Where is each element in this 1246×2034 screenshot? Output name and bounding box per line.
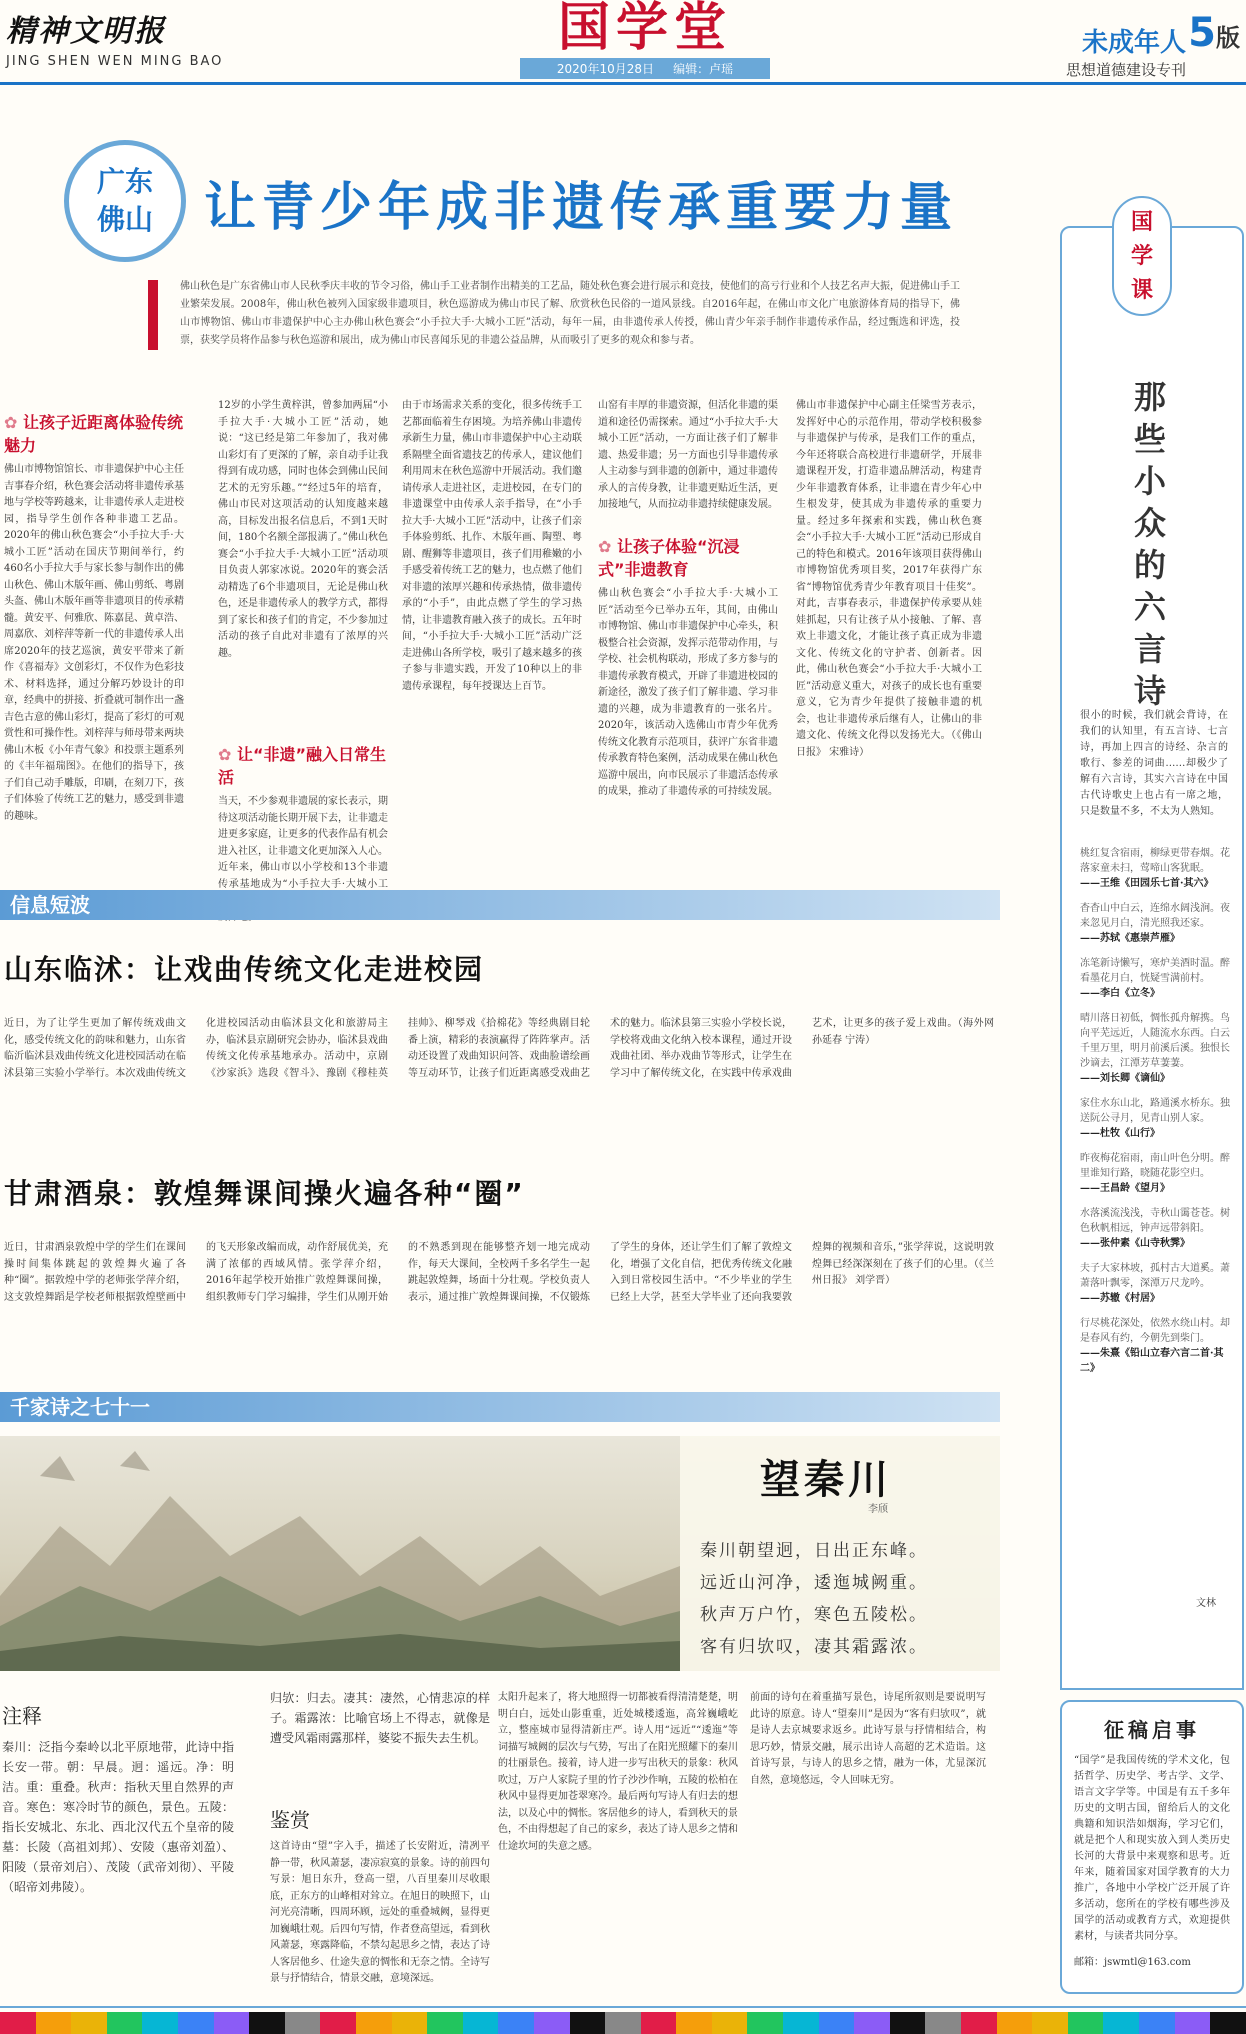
print-color-swatch <box>249 2012 285 2034</box>
issue-date: 2020年10月28日 <box>556 62 654 76</box>
sidebar-poem-list <box>1080 846 1230 1386</box>
feature-column-5 <box>796 398 982 858</box>
appreciation-text-3: 前面的诗句在着重描写景色，诗尾所叙则是要说明写此诗的原意。诗人“望秦川”是因为“客有归欤叹”，就是诗人去京城要求返乡。此诗写景与抒情相结合，构思巧妙，情景交融，展示出诗人高超的艺术造诣。这首诗写景，与诗人的思乡之情，融为一体，尤显深沉自然，意境悠远，令人回味无穷。 <box>750 1692 986 1786</box>
print-color-swatch <box>498 2012 534 2034</box>
news1-body: 近日，为了让学生更加了解传统戏曲文化，感受传统文化的韵味和魅力，山东省临沂临沭县戏曲传统文化进校园活动在临沭县第三实验小学举行。本次戏曲传统文化进校园活动由临沭县文化和旅游局主办，临沭县京剧研究会协办，临沭县戏曲传统文化传承基地承办。活动中，京剧《沙家浜》选段《智斗》、豫剧《穆桂英挂帅》、柳琴戏《拾棉花》等经典剧目轮番上演，精彩的表演赢得了阵阵掌声。活动还设置了戏曲知识问答、戏曲脸谱绘画等互动环节，让孩子们近距离感受戏曲艺术的魅力。临沭县第三实验小学校长说，学校将戏曲文化纳入校本课程，通过开设戏曲社团、举办戏曲节等形式，让学生在学习中了解传统文化，在实践中传承戏曲艺术，让更多的孩子爱上戏曲。（海外网 孙延春 宁涛） <box>4 1018 994 1079</box>
page-number: 5版 <box>1188 10 1240 56</box>
print-color-swatch <box>320 2012 356 2034</box>
print-color-swatch <box>783 2012 819 2034</box>
print-color-swatch <box>36 2012 72 2034</box>
call-for-submissions <box>1060 1700 1244 1994</box>
special-subtitle: 思想道德建设专刊 <box>1065 61 1186 79</box>
print-color-swatch <box>142 2012 178 2034</box>
paper-title: 精神文明报 <box>6 14 166 49</box>
print-color-swatch <box>356 2012 392 2034</box>
sidebar-poem: 行尽桃花深处，依然水绕山村。却是春风有约，今朝先到柴门。 ——朱熹《铅山立春六言二首·其二》 <box>1080 1318 1230 1374</box>
print-color-swatch <box>819 2012 855 2034</box>
poem-author: 李颀 <box>868 1504 888 1515</box>
sidebar-poem: 冻笔新诗懒写，寒炉美酒时温。醉看墨花月白，恍疑雪满前村。 ——李白《立冬》 <box>1080 958 1230 999</box>
column-text: 12岁的小学生黄梓淇，曾参加两届“小手拉大手·大城小工匠”活动，她说：“这已经是第二年参加了，我对佛山彩灯有了更深的了解，亲自动手让我得到有成功感，同时也体会到佛山民间艺术的无穷乐趣。”“经过5年的培育，佛山市民对这项活动的认知度越来越高，目标发出报名信息后，不到1天时间，180个名额全部报满了。”佛山秋色赛会“小手拉大手·大城小工匠”活动项目负责人郭家冰说。2020年的赛会活动精选了6个非遗项目，无论是佛山秋色，还是非遗传承人的教学方式，都得到了家长和孩子们的肯定，不少参加过活动的孩子自此对非遗有了浓厚的兴趣。 <box>218 400 388 659</box>
location-badge: 广东 佛山 <box>64 140 186 262</box>
print-color-swatch <box>463 2012 499 2034</box>
sidebar-credit: 文林 <box>1196 1598 1216 1609</box>
print-color-swatch <box>712 2012 748 2034</box>
callbox-body: “国学”是我国传统的学术文化，包括哲学、历史学、考古学、文学、语言文字学等。中国是有五千多年历史的文明古国，留给后人的文化典籍和知识浩如烟海，学习它们，就是把个人和现实放入到人类历史长河的大背景中来观察和思考。近年来，随着国家对国学教育的大力推广，各地中小学校广泛开展了许多活动，您所在的学校有哪些涉及国学的活动或教育方式，欢迎提供素材，与读者共同分享。 <box>1074 1755 1230 1942</box>
feature-headline: 让青少年成非遗传承重要力量 <box>204 178 959 238</box>
print-color-swatch <box>392 2012 428 2034</box>
poem-line: 远近山河净，逶迤城阙重。 <box>700 1573 928 1593</box>
appreciation-text: 这首诗由“望”字入手，描述了长安附近，清冽平静一带，秋风萧瑟，凄凉寂寞的景象。诗的前四句写景：旭日东升，登高一望，八百里秦川尽收眼底，正东方的山峰相对耸立。在旭日的映照下，山河光亮清晰，四周环顾，远处的重叠城阙，显得更加巍峨壮观。后四句写情，作者登高望远，看到秋风萧瑟，寒露降临，不禁勾起思乡之情，表达了诗人客居他乡、仕途失意的惆怅和无奈之情。全诗写景与抒情结合，情景交融，意境深远。 <box>270 1841 490 1984</box>
appreciation-text-2: 太阳升起来了，将大地照得一切都被看得清清楚楚，明明白白，远处山影重重，近处城楼逶迤，高耸巍峨屹立，整座城市显得清新庄严。诗人用“远近”“逶迤”等词描写城阙的层次与气势，写出了在阳光照耀下的秦川的壮丽景色。接着，诗人进一步写出秋天的景象：秋风吹过，万户人家院子里的竹子沙沙作响，五陵的松柏在秋风中显得更加苍翠寒冷。最后两句写诗人有归去的想法，以及心中的惆怅。客居他乡的诗人，看到秋天的景色，不由得想起了自己的家乡，表达了诗人思乡之情和仕途坎坷的失意之感。 <box>498 1692 738 1852</box>
masthead-right <box>1020 10 1240 82</box>
print-color-swatch <box>676 2012 712 2034</box>
notes-column <box>2 1700 234 2017</box>
sidebar-poem: 杳杳山中白云，连绵水阔浅涧。夜来忽见月白，清光照我还家。 ——苏轼《惠崇芦雁》 <box>1080 903 1230 944</box>
poem-title: 望秦川 <box>760 1456 892 1503</box>
print-color-swatch <box>961 2012 997 2034</box>
print-color-bar <box>0 2012 1246 2034</box>
sidebar-poem: 晴川落日初低，惆怅孤舟解携。鸟向平芜远近，人随流水东西。白云千里万里，明月前溪后溪。独恨长沙谪去，江潭芳草萋萋。 ——刘长卿《谪仙》 <box>1080 1013 1230 1084</box>
print-color-swatch <box>1103 2012 1139 2034</box>
print-color-swatch <box>925 2012 961 2034</box>
print-color-swatch <box>534 2012 570 2034</box>
notes-text: 秦川：泛指今秦岭以北平原地带，此诗中指长安一带。朝：早晨。迥：遥远。净：明洁。重：重叠。秋声：指秋天里自然界的声音。寒色：寒冷时节的颜色，景色。五陵：指长安城北、东北、西北汉代五个皇帝的陵墓：长陵（高祖刘邦）、安陵（惠帝刘盈）、阳陵（景帝刘启）、茂陵（武帝刘彻）、平陵（昭帝刘弗陵）。 <box>2 1740 234 1894</box>
subhead-2: ✿ 让“非遗”融入日常生活 <box>218 745 387 787</box>
feature-column-4 <box>598 398 778 866</box>
notes-column-2 <box>270 1688 490 2029</box>
sidebar-intro: 很小的时候，我们就会背诗，在我们的认知里，有五言诗、七言诗，再加上四言的诗经、杂言的歌行、参差的词曲……却极少了解有六言诗，其实六言诗在中国古代诗歌史上也占有一席之地，只是数量不多，不太为人熟知。 <box>1080 710 1228 817</box>
news2-headline: 甘肃酒泉：敦煌舞课间操火遍各种“圈” <box>4 1177 525 1210</box>
subhead-3: ✿ 让孩子体验“沉浸式”非遗教育 <box>598 537 740 579</box>
print-color-swatch <box>854 2012 890 2034</box>
lead-accent-bar <box>148 280 158 350</box>
editor: 编辑：卢瑶 <box>673 62 734 76</box>
print-color-swatch <box>1139 2012 1175 2034</box>
sidebar-poem: 桃红复含宿雨，柳绿更带春烟。花落家童未扫，莺啼山客犹眠。 ——王维《田园乐七首·其六》 <box>1080 848 1230 889</box>
sidebar-poem: 家住水东山北，路通溪水桥东。独送阮公寻月，见青山别人家。 ——杜牧《山行》 <box>1080 1098 1230 1139</box>
appreciation-heading: 鉴赏 <box>270 1808 310 1832</box>
feature-column-1 <box>4 410 184 882</box>
special-title: 未成年人 <box>1081 28 1186 58</box>
dateline <box>520 58 770 79</box>
print-color-swatch <box>1068 2012 1104 2034</box>
print-color-swatch <box>214 2012 250 2034</box>
print-color-swatch <box>178 2012 214 2034</box>
print-color-swatch <box>997 2012 1033 2034</box>
column-text: 当天，不少参观非遗展的家长表示，期待这项活动能长期开展下去，让非遗走进更多家庭，让更多的代表作品有机会进入社区，让非遗文化更加深入人心。近年来，佛山市以小学校和13个非遗传承基地成为“小手拉大手·大城小工 <box>218 796 388 890</box>
print-color-swatch <box>71 2012 107 2034</box>
print-color-swatch <box>0 2012 36 2034</box>
poem-line: 秋声万户竹，寒色五陵松。 <box>700 1605 928 1625</box>
column-text: 由于市场需求关系的变化，很多传统手工艺都面临着生存困境。为培养佛山非遗传承新生力量，佛山市非遗保护中心主动联系隔壁全面省遗技艺的传承人，建议他们利用周末在秋色巡游中开展活动。我们邀请传承人走进社区，走进校园，在专门的非遗课堂中由传承人亲手指导，在“小手拉大手·大城小工匠”活动中，让孩子们亲手体验剪纸、扎作、木版年画、陶塑、粤剧、醒狮等非遗项目，孩子们用稚嫩的小手感受着传统工艺的魅力，也点燃了他们对非遗的浓厚兴趣和传承热情，做非遗传承的“小手”，由此点燃了学生的学习热情，让非遗教育融入孩子的成长。五年时间，“小手拉大手·大城小工匠”活动广泛走进佛山各所学校，吸引了越来越多的孩子参与非遗实践，开发了10种以上的非遗传承课程，每年授课达上百节。 <box>402 400 582 692</box>
print-color-swatch <box>427 2012 463 2034</box>
subhead-1: ✿ 让孩子近距离体验传统魅力 <box>4 413 183 455</box>
masthead-center <box>520 0 770 80</box>
paper-pinyin: JING SHEN WEN MING BAO <box>6 54 224 69</box>
print-color-swatch <box>1032 2012 1068 2034</box>
notes-heading: 注释 <box>2 1704 42 1728</box>
column-text: 佛山市非遗保护中心副主任梁雪芳表示，发挥好中心的示范作用，带动学校积极参与非遗保护与传承，是我们工作的重点，今年还将联合高校进行非遗研学，开展非遗课程开发，打造非遗品牌活动，构建青少年非遗教育体系，让非遗在青少年心中生根发芽，使其成为非遗传承的重要力量。经过多年探索和实践，佛山秋色赛会“小手拉大手·大城小工匠”活动已形成自己的特色和模式。2016年该项目获得佛山市博物馆优秀项目奖，2017年获得广东省“博物馆优秀青少年教育项目十佳奖”。对此，吉事春表示，非遗保护传承要从娃娃抓起，只有让孩子从小接触、了解、喜欢上非遗文化，才能让孩子真正成为非遗文化、传统文化的守护者、创新者。因此，佛山秋色赛会“小手拉大手·大城小工匠”活动意义重大，对孩子的成长也有重要意义，它为青少年提供了接触非遗的机会，也让非遗传承后继有人，让佛山的非遗文化、传统文化得以发扬光大。（《佛山日报》 宋雅诗） <box>796 400 982 758</box>
column-text: 山窑有丰厚的非遗资源，但活化非遗的渠道和途径仍需探索。通过“小手拉大手·大城小工匠”活动，一方面让孩子们了解非遗、热爱非遗；另一方面也引导非遗传承人主动参与到非遗的创新中，通过非遗传承人的言传身教，让非遗更贴近生活，更加接地气，从而拉动非遗持续健康发展。 <box>598 400 778 510</box>
feature-lead: 佛山秋色是广东省佛山市人民秋季庆丰收的节令习俗，佛山手工业者制作出精美的工艺品，随处秋色赛会进行展示和竞技，使他们的高亏行业和个人技艺名声大振，促进佛山手工业繁荣发展。2008年，佛山秋色被列入国家级非遗项目，秋色巡游成为佛山市民了解、欣赏秋色民俗的一道风景线。自2016年起，在佛山市文化广电旅游体育局的指导下，佛山市博物馆、佛山市非遗保护中心主办佛山秋色赛会“小手拉大手·大城小工匠”活动，每年一届，由非遗传承人传授，佛山青少年亲手制作非遗传承作品，经过甄选和评选，投票，获奖学员将作品参与秋色巡游和展出，成为佛山市民喜闻乐见的非遗公益品牌，从而吸引了更多的观众和参与者。 <box>180 281 960 346</box>
sidebar-poem: 昨夜梅花宿雨，南山叶色分明。醉里谁知行路，晓随花影空归。 ——王昌龄《望月》 <box>1080 1153 1230 1194</box>
print-color-swatch <box>747 2012 783 2034</box>
bottom-rule <box>0 2006 1246 2008</box>
print-color-swatch <box>285 2012 321 2034</box>
news1-headline: 山东临沭：让戏曲传统文化走进校园 <box>4 953 485 986</box>
column-text: 佛山市博物馆馆长、市非遗保护中心主任吉事春介绍，秋色赛会活动将非遗传承基地与学校等跨越来，让非遗传承人走进校园，指导学生创作各种非遗工艺品。2020年的佛山秋色赛会“小手拉大手·大城小工匠”活动在国庆节期间举行，约460名小手拉大手与家长参与制作出的佛山秋色、佛山木版年画、佛山剪纸、粤剧头盔、佛山木版年画等非遗项目的传承精髓。黄安平、何雅欣、陈嘉昆、黄卓浩、周嘉欣、刘梓萍等新一代的非遗传承人出席2020年的技艺巡演，黄安平带来了新作《喜福寿》文创彩灯，不仅作为色彩技术、材料选择，通过分解巧妙设计的印章，经典中的拼接、折叠就可制作出一盏吉色古意的佛山彩灯，提高了彩灯的可观赏性和可操作性。刘梓萍与师母带来两块佛山木板《小年青气象》和投票主题系列的《丰年福瑞图》。在他们的指导下，孩子们自己动手雕版，印刷，在刻刀下，孩子们体验了传统工艺的魅力，感受到非遗的趣味。 <box>4 464 184 822</box>
callbox-title: 征稿启事 <box>1104 1718 1200 1742</box>
print-color-swatch <box>605 2012 641 2034</box>
poem-section-band: 千家诗之七十一 <box>0 1392 1000 1422</box>
sidebar-tab: 国 学 课 <box>1112 196 1172 316</box>
sidebar-poem: 水落溪流浅浅，寺秋山霭苍苍。树色秋帆相远，钟声远带斜阳。 ——张仲素《山寺秋霁》 <box>1080 1208 1230 1249</box>
notes-text: 归欤：归去。凄其：凄然，心情悲凉的样子。霜露浓：比喻官场上不得志，就像是遭受风霜雨露那样，婆娑不振失去生机。 <box>270 1691 490 1745</box>
print-color-swatch <box>890 2012 926 2034</box>
sidebar-title: 那 些 小 众 的 六 言 诗 <box>1133 378 1166 710</box>
print-color-swatch <box>107 2012 143 2034</box>
feature-column-2 <box>218 398 388 894</box>
sidebar-poem: 夫子大家林坡，孤村古大道奚。萧萧落叶飘零，深潭万尺龙吟。 ——苏辙《村居》 <box>1080 1263 1230 1304</box>
section-title: 国学堂 <box>557 0 732 58</box>
masthead-left <box>6 6 236 78</box>
callbox-email[interactable]: 邮箱：jswmtl@163.com <box>1074 1957 1191 1968</box>
print-color-swatch <box>1175 2012 1211 2034</box>
feature-column-3 <box>402 398 582 858</box>
top-rule <box>0 82 1246 85</box>
news2-body: 近日，甘肃酒泉敦煌中学的学生们在课间操时间集体跳起的敦煌舞火遍了各种“圈”。据敦煌中学的老师张学萍介绍，这支敦煌舞蹈是学校老师根据敦煌壁画中的飞天形象改编而成，动作舒展优美，充满了浓郁的西域风情。张学萍介绍，2016年起学校开始推广敦煌舞课间操，组织教师专门学习编排，学生们从刚开始的不熟悉到现在能够整齐划一地完成动作，每天大课间，全校两千多名学生一起跳起敦煌舞，场面十分壮观。学校负责人表示，通过推广敦煌舞课间操，不仅锻炼了学生的身体，还让学生们了解了敦煌文化，增强了文化自信，把优秀传统文化融入到日常校园生活中。“不少毕业的学生已经上大学，甚至大学毕业了还向我要敦煌舞的视频和音乐，”张学萍说，这说明敦煌舞已经深深刻在了孩子们的心里。（《兰州日报》 刘学晋） <box>4 1242 994 1303</box>
poem-line: 客有归欤叹，凄其霜露浓。 <box>700 1637 928 1657</box>
print-color-swatch <box>570 2012 606 2034</box>
column-text: 佛山秋色赛会“小手拉大手·大城小工匠”活动至今已举办五年，其间，由佛山市博物馆、佛山市非遗保护中心牵头，积极整合社会资源，发挥示范带动作用，与学校、社会机构联动，形成了多方参与的非遗传承教育模式，开辟了非遗进校园的新途径，激发了孩子们了解非遗、学习非遗的兴趣，成为非遗教育的一张名片。2020年，该活动入选佛山市青少年优秀传统文化教育示范项目，获评广东省非遗传承教育特色案例，活动成果在佛山秋色巡游中展出，向市民展示了非遗活态传承的成果，推动了非遗传承的可持续发展。 <box>598 588 778 797</box>
print-color-swatch <box>641 2012 677 2034</box>
print-color-swatch <box>1210 2012 1246 2034</box>
poem-line: 秦川朝望迥，日出正东峰。 <box>700 1541 928 1561</box>
info-section-band: 信息短波 <box>0 890 1000 920</box>
